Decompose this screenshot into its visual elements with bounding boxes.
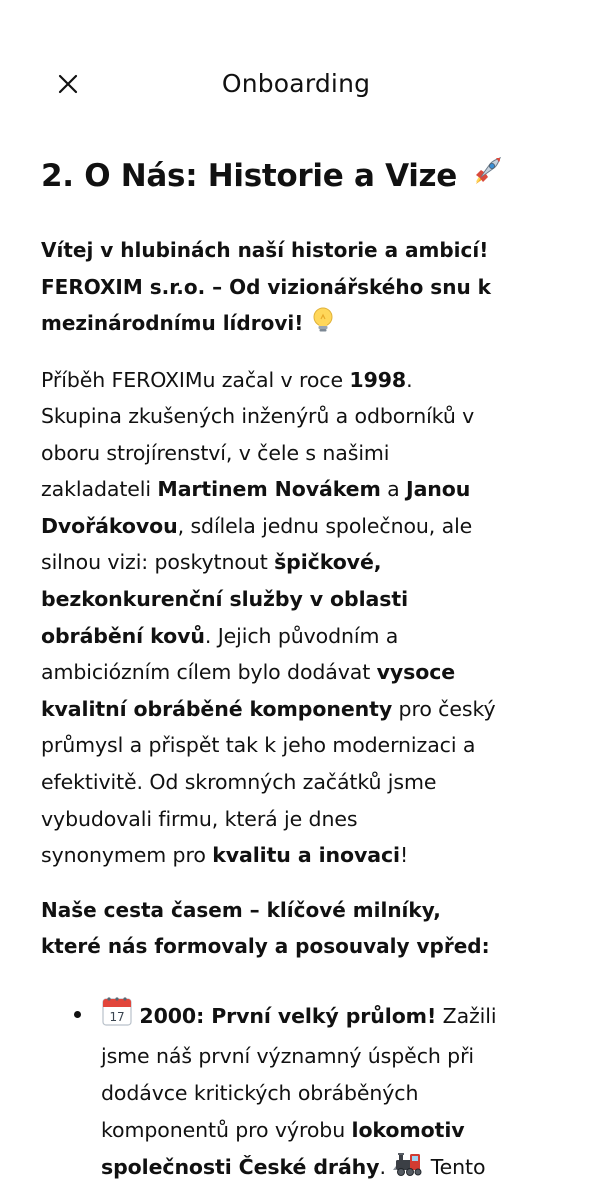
text-run: ambiciózním cílem bylo dodávat — [41, 660, 377, 685]
highlight-text: kvalitu a inovaci — [212, 843, 400, 868]
paragraph-line: vybudovali firmu, která je dnes — [41, 806, 358, 831]
text-run: . — [379, 1155, 386, 1180]
text-run: silnou vizi: poskytnout — [41, 550, 275, 575]
paragraph-line — [41, 508, 561, 545]
paragraph-line — [41, 544, 561, 581]
text-run: Zažili — [436, 1003, 497, 1028]
text-run: zakladateli — [41, 477, 158, 502]
svg-text:17: 17 — [109, 1009, 125, 1024]
milestones-list — [41, 995, 561, 1190]
paragraph-line — [41, 654, 561, 691]
rocket-icon — [468, 154, 504, 206]
locomotive-icon — [392, 1148, 424, 1190]
text-run: , sdílela jednu společnou, ale — [177, 513, 473, 538]
list-item — [41, 995, 561, 1190]
text-run: Příběh FEROXIMu začal v roce — [41, 367, 350, 392]
heading-line: které nás formovaly a posouvaly vpřed: — [41, 934, 490, 959]
highlight-text: obrábění kovů — [41, 623, 205, 648]
text-run: . — [406, 367, 413, 392]
intro-line — [41, 305, 561, 346]
intro-line-text: mezinárodnímu lídrovi! — [41, 311, 304, 335]
paragraph-line — [41, 837, 561, 874]
milestone-line: jsme náš první významný úspěch při — [101, 1044, 475, 1069]
milestones-heading — [41, 892, 561, 965]
milestone-line: dodávce kritických obráběných — [101, 1081, 419, 1105]
paragraph-line: Skupina zkušených inženýrů a odborníků v — [41, 404, 475, 429]
heading-line: Naše cesta časem – klíčové milníky, — [41, 897, 441, 922]
lightbulb-icon — [310, 306, 336, 346]
founder-name: Janou — [406, 477, 471, 502]
intro-line: FEROXIM s.r.o. – Od vizionářského snu k — [41, 274, 491, 299]
highlight-text: vysoce — [376, 660, 456, 685]
bullet-point — [74, 1011, 81, 1018]
milestone-line — [101, 1112, 561, 1149]
section-heading — [41, 150, 561, 206]
top-bar — [0, 0, 592, 168]
intro-line: Vítej v hlubinách naší historie a ambicí! — [41, 238, 489, 262]
intro-text — [41, 232, 561, 346]
highlight-text: kvalitní obráběné komponenty — [41, 696, 393, 721]
paragraph-line: průmysl a přispět tak k jeho modernizaci a — [41, 733, 476, 758]
paragraph-line — [41, 618, 561, 655]
text-run: synonymem pro — [41, 843, 213, 868]
text-run: a — [380, 477, 407, 502]
calendar-icon — [101, 995, 133, 1039]
paragraph-line — [41, 362, 561, 399]
milestone-line — [101, 1148, 561, 1190]
paragraph-line — [41, 691, 561, 728]
year-founded: 1998 — [349, 367, 407, 392]
highlight-text: lokomotiv — [351, 1117, 465, 1142]
section-heading-text: 2. O Nás: Historie a Vize — [41, 158, 458, 194]
text-run: komponentů pro výrobu — [101, 1117, 352, 1142]
milestone-title: 2000: První velký průlom! — [139, 1003, 437, 1028]
highlight-text: špičkové, — [274, 550, 382, 575]
text-run: ! — [399, 843, 409, 868]
paragraph-line: bezkonkurenční služby v oblasti — [41, 587, 408, 612]
founder-name: Martinem Novákem — [157, 477, 381, 502]
paragraph-line: oboru strojírenství, v čele s našimi — [41, 440, 390, 465]
founder-name: Dvořákovou — [41, 513, 178, 538]
text-run: . Jejich původním a — [204, 623, 399, 648]
paragraph-line — [41, 471, 561, 508]
history-paragraph — [41, 362, 561, 874]
highlight-text: společnosti České dráhy — [101, 1155, 380, 1180]
milestone-line — [101, 995, 561, 1039]
paragraph-line: efektivitě. Od skromných začátků jsme — [41, 770, 437, 795]
text-run: Tento — [430, 1155, 486, 1180]
page-title: Onboarding — [221, 69, 371, 98]
text-run: pro český — [392, 696, 496, 721]
main-content — [41, 150, 561, 1190]
